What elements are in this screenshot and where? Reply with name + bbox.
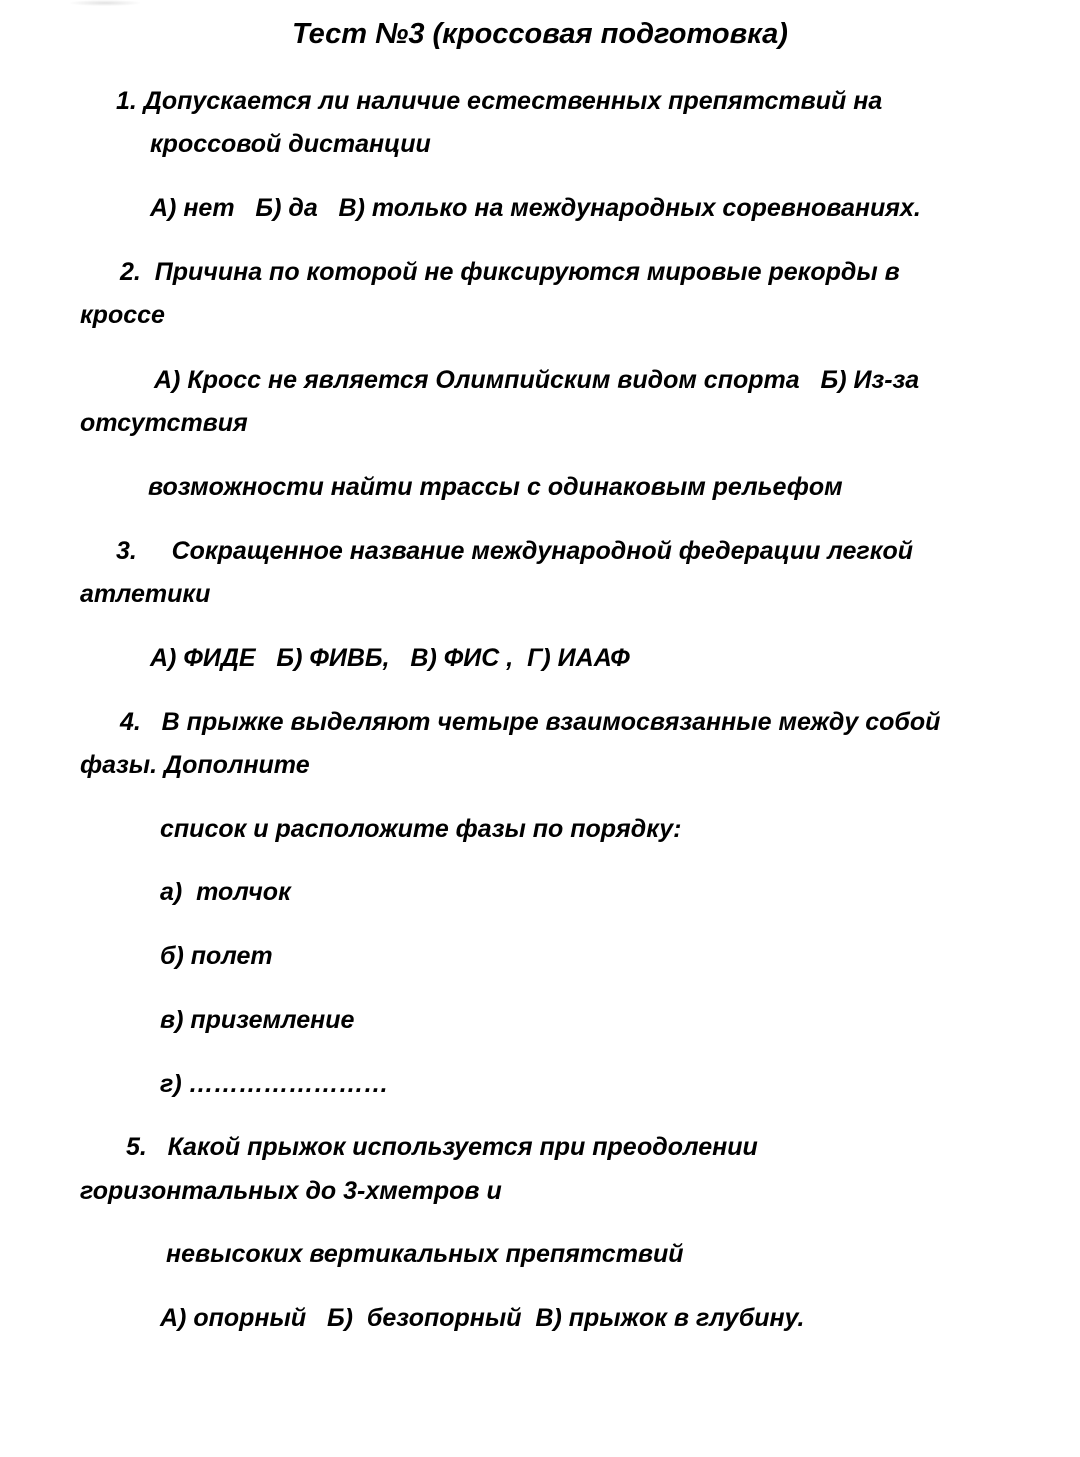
question-4-line-2: фазы. Дополните <box>80 751 310 779</box>
question-4-line-3: список и расположите фазы по порядку: <box>160 815 682 843</box>
question-2-answer-line-3: возможности найти трассы с одинаковым рельефом <box>148 473 843 501</box>
question-5-answers: А) опорный Б) безопорный В) прыжок в глубину. <box>160 1304 805 1332</box>
question-3-line-1: 3. Сокращенное название международной федерации легкой <box>116 537 913 565</box>
question-4-phase-d: г) …………………… <box>160 1070 389 1098</box>
question-4-phase-b: б) полет <box>160 942 273 970</box>
question-1-line-2: кроссовой дистанции <box>150 130 431 158</box>
question-4-line-1: 4. В прыжке выделяют четыре взаимосвязанные между собой <box>120 708 941 736</box>
question-5-line-2: горизонтальных до 3-хметров и <box>80 1177 502 1205</box>
question-4-phase-a: а) толчок <box>160 878 291 906</box>
question-4-phase-c: в) приземление <box>160 1006 355 1034</box>
scan-smudge <box>70 0 140 6</box>
question-5-line-1: 5. Какой прыжок используется при преодолении <box>126 1133 758 1161</box>
question-2-line-2: кроссе <box>80 301 165 329</box>
question-5-line-3: невысоких вертикальных препятствий <box>166 1240 684 1268</box>
question-2-line-1: 2. Причина по которой не фиксируются мировые рекорды в <box>120 258 900 286</box>
question-3-line-2: атлетики <box>80 580 211 608</box>
question-1-answers: А) нет Б) да В) только на международных соревнованиях. <box>150 194 921 222</box>
page-title: Тест №3 (кроссовая подготовка) <box>292 18 788 50</box>
question-2-answer-line-1: А) Кросс не является Олимпийским видом спорта Б) Из-за <box>154 366 920 394</box>
question-1-line-1: 1. Допускается ли наличие естественных препятствий на <box>116 87 883 115</box>
question-3-answers: А) ФИДЕ Б) ФИВБ, В) ФИС , Г) ИААФ <box>150 644 630 672</box>
question-2-answer-line-2: отсутствия <box>80 409 248 437</box>
